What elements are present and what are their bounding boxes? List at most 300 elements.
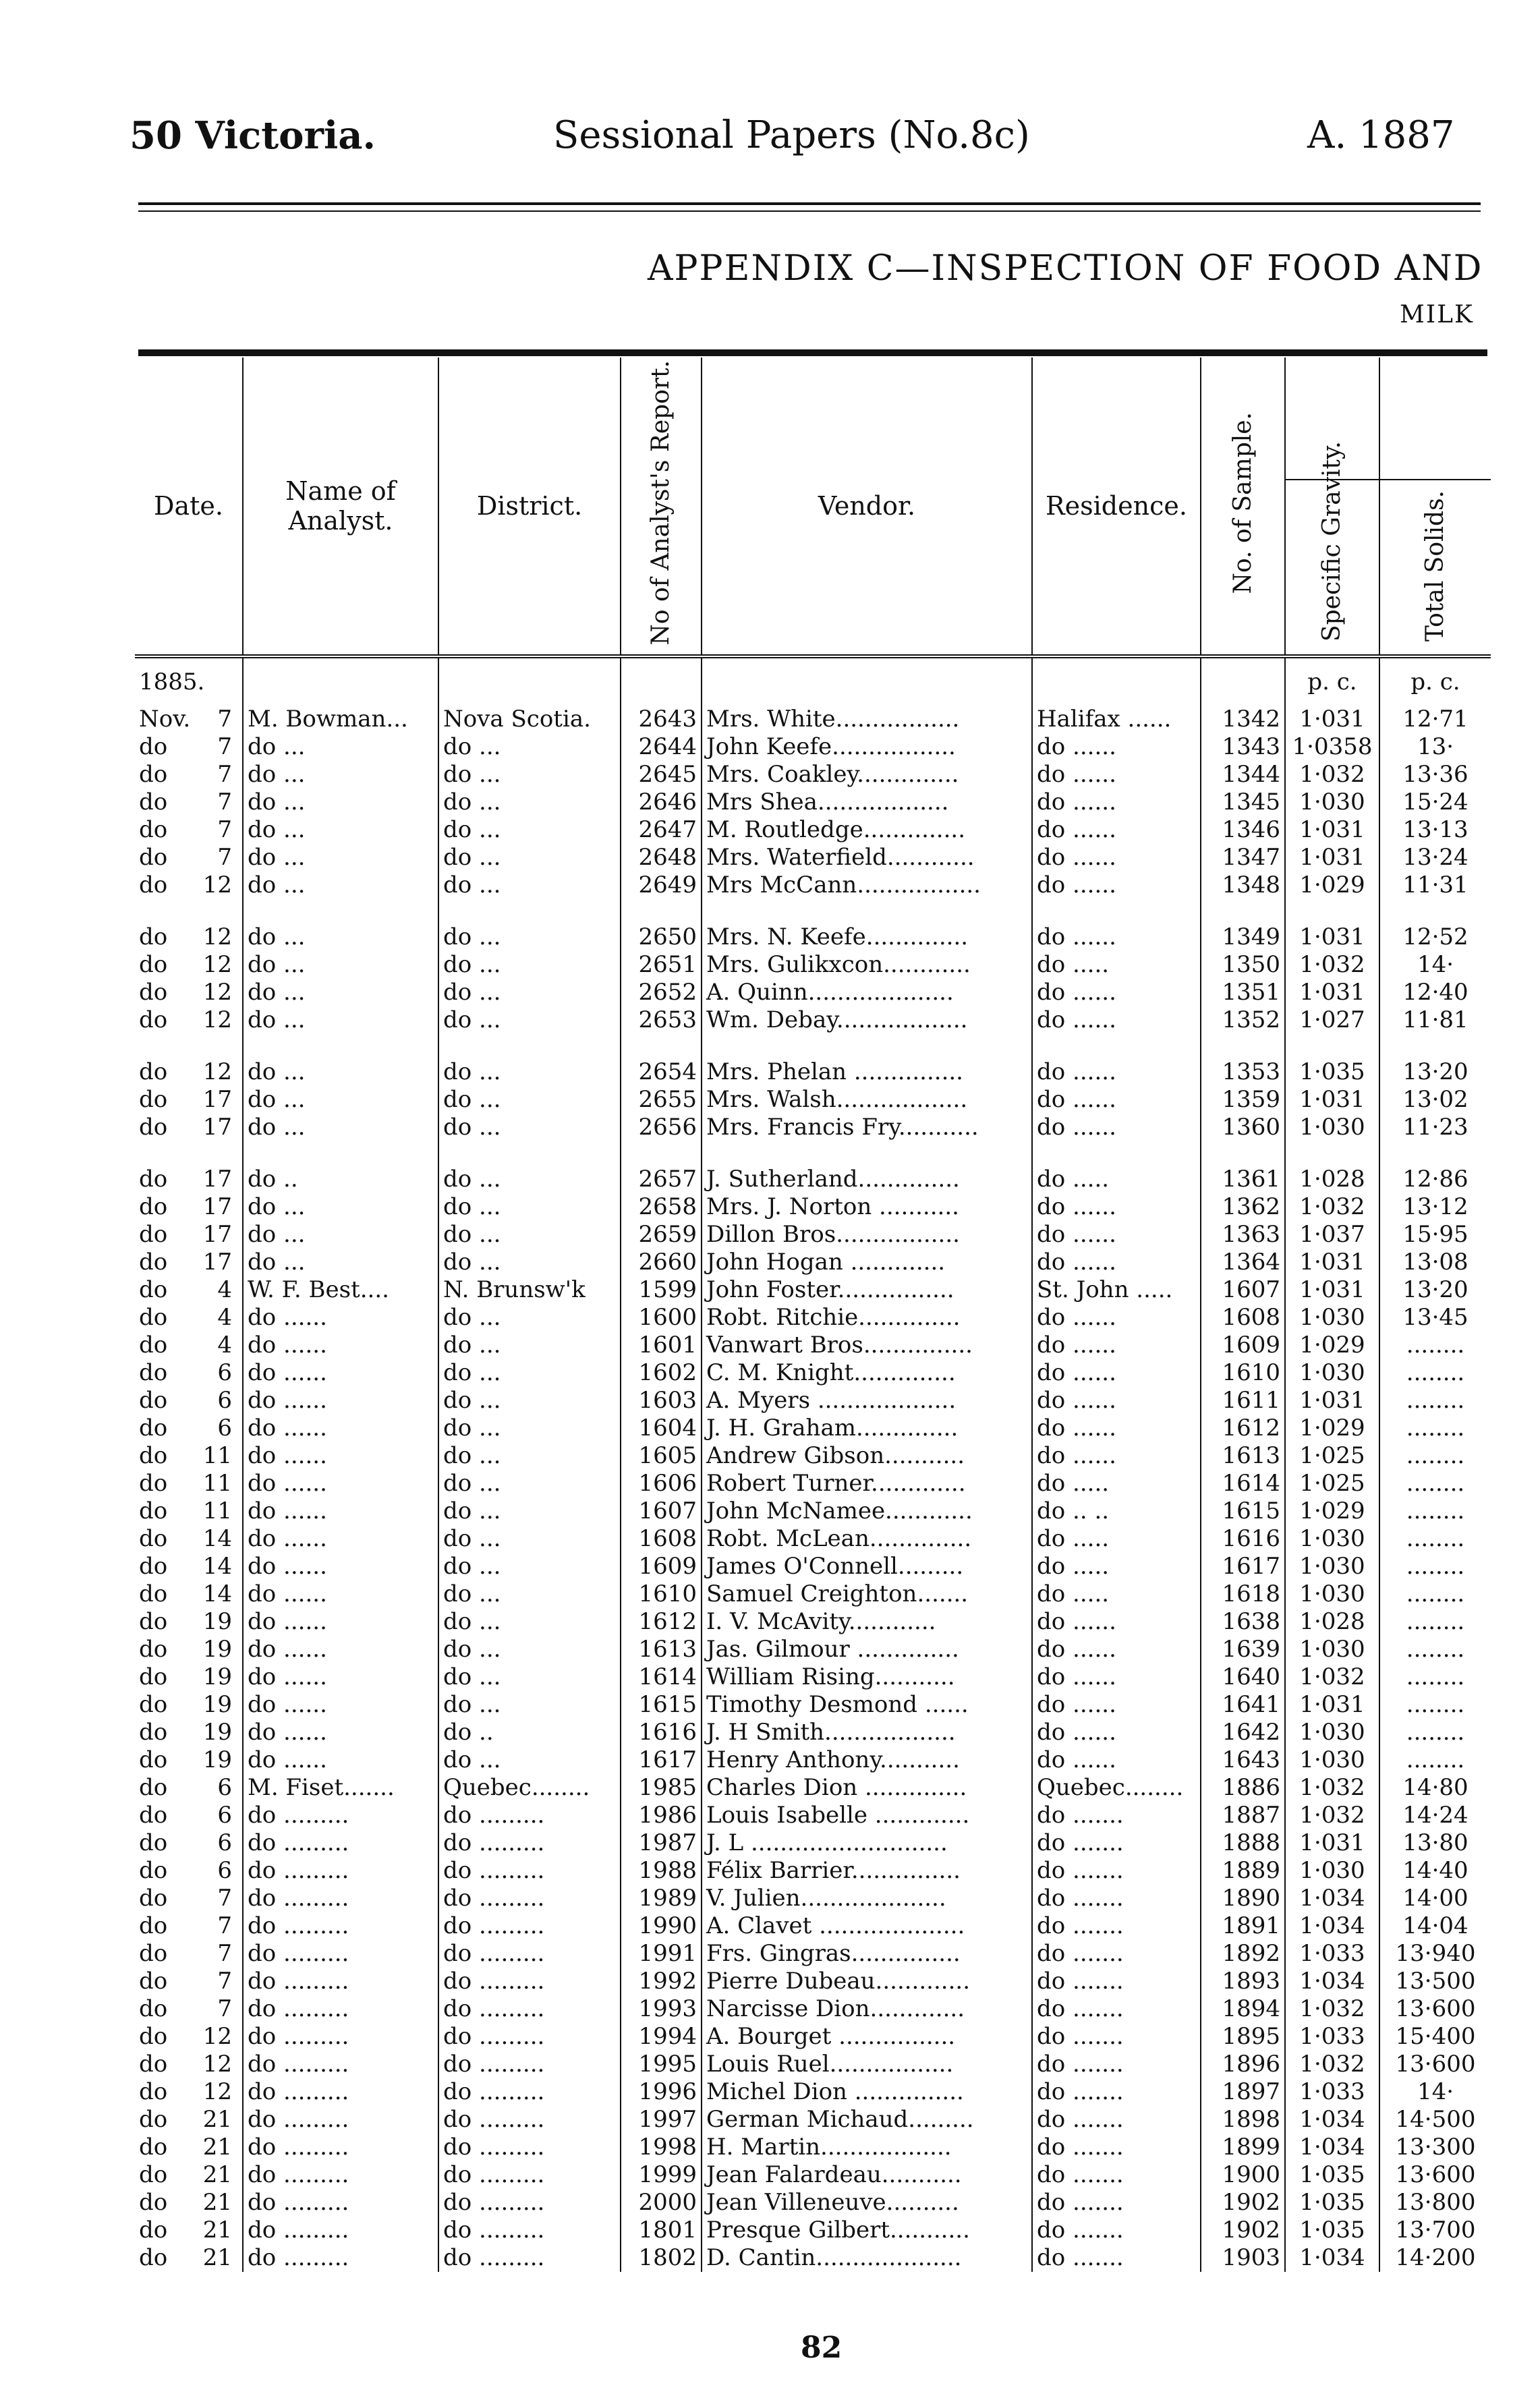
row-spacer [135,1141,1491,1166]
date-cell [135,1774,243,1802]
district-cell: do ... [438,1058,621,1086]
date-day: 7 [217,844,232,871]
analyst-cell: do ......... [243,2244,438,2272]
district-cell: do ... [438,1166,621,1193]
sample-cell: 1607 [1201,1276,1285,1304]
table-row [135,951,1491,979]
appendix-subtitle: MILK [1400,301,1474,329]
date-cell [135,2078,243,2106]
district-cell: do ......... [438,1885,621,1912]
date-month: do [139,1442,168,1469]
table-row [135,1885,1491,1912]
district-cell: do ... [438,923,621,951]
residence-cell: do ..... [1032,1166,1201,1193]
district-cell: do ......... [438,2023,621,2051]
specific-gravity-cell: 1·033 [1285,2078,1379,2106]
district-cell: do ... [438,761,621,789]
vendor-cell: Timothy Desmond ...... [702,1691,1032,1719]
total-solids-cell: 13·08 [1379,1249,1491,1276]
sample-cell: 1614 [1201,1470,1285,1497]
total-solids-cell: 13·940 [1379,1940,1491,1968]
analyst-cell: do ... [243,1058,438,1086]
table-row [135,1415,1491,1442]
col-specific-gravity [1285,358,1379,656]
vendor-cell: J. L ........................... [702,1829,1032,1857]
date-cell [135,844,243,872]
vendor-cell: Pierre Dubeau............. [702,1968,1032,1995]
total-solids-cell: 13·700 [1379,2217,1491,2244]
district-cell: do ... [438,1249,621,1276]
total-solids-cell: 13·800 [1379,2189,1491,2217]
residence-cell: do ....... [1032,2189,1201,2217]
vendor-cell: Samuel Creighton....... [702,1580,1032,1608]
analyst-cell: do ... [243,979,438,1006]
sg-unit: p. c. [1285,656,1379,706]
table-row [135,1774,1491,1802]
specific-gravity-cell: 1·030 [1285,1857,1379,1885]
date-day: 17 [202,1166,232,1193]
date-cell [135,1912,243,1940]
date-day: 7 [217,1912,232,1939]
report-cell: 1601 [621,1332,702,1359]
date-cell [135,1470,243,1497]
vendor-cell: Louis Ruel................. [702,2051,1032,2078]
date-day: 12 [202,2023,232,2050]
specific-gravity-cell: 1·032 [1285,1663,1379,1691]
residence-cell: do ..... [1032,1470,1201,1497]
vendor-cell: Narcisse Dion............. [702,1995,1032,2023]
residence-cell: do ...... [1032,1006,1201,1034]
vendor-cell: Mrs. Phelan ............... [702,1058,1032,1086]
sample-cell: 1612 [1201,1415,1285,1442]
analyst-cell: do ......... [243,1857,438,1885]
residence-cell: do ....... [1032,2078,1201,2106]
date-cell [135,1857,243,1885]
date-month: do [139,1774,168,1801]
total-solids-cell: 14·24 [1379,1802,1491,1829]
specific-gravity-cell: 1·030 [1285,1719,1379,1746]
date-month: do [139,1221,168,1248]
district-cell: do ......... [438,2217,621,2244]
total-solids-cell: ........ [1379,1525,1491,1553]
date-cell [135,1086,243,1114]
analyst-cell: do ......... [243,1885,438,1912]
date-cell [135,1940,243,1968]
date-month: do [139,1359,168,1386]
district-cell: do ......... [438,1940,621,1968]
district-cell: do ... [438,1221,621,1249]
date-month: do [139,1553,168,1580]
district-cell: Nova Scotia. [438,706,621,733]
specific-gravity-cell: 1·030 [1285,1580,1379,1608]
district-cell: do ... [438,733,621,761]
sample-cell: 1350 [1201,951,1285,979]
specific-gravity-cell: 1·030 [1285,1304,1379,1332]
specific-gravity-cell: 1·031 [1285,923,1379,951]
specific-gravity-cell: 1·033 [1285,1940,1379,1968]
date-month: do [139,816,168,843]
sample-cell: 1902 [1201,2217,1285,2244]
report-cell: 1998 [621,2134,702,2161]
col-analyst: Name of Analyst. [243,358,438,656]
vendor-cell: Vanwart Bros............... [702,1332,1032,1359]
date-cell [135,1663,243,1691]
year-label: 1885. [139,668,205,695]
date-cell [135,1885,243,1912]
specific-gravity-cell: 1·031 [1285,1276,1379,1304]
table-row [135,2078,1491,2106]
district-cell: do ... [438,1415,621,1442]
district-cell: do ... [438,1608,621,1636]
date-month: do [139,844,168,871]
specific-gravity-cell: 1·030 [1285,1525,1379,1553]
date-month: Nov. [139,706,191,733]
date-day: 6 [217,1857,232,1884]
analyst-cell: do ...... [243,1497,438,1525]
report-cell: 1614 [621,1663,702,1691]
vendor-cell: Mrs McCann................. [702,872,1032,899]
sample-cell: 1886 [1201,1774,1285,1802]
date-cell [135,1719,243,1746]
date-cell [135,1636,243,1663]
district-cell: do ... [438,951,621,979]
specific-gravity-cell: 1·034 [1285,2106,1379,2134]
report-cell: 2646 [621,789,702,816]
specific-gravity-cell: 1·035 [1285,1058,1379,1086]
total-solids-cell: ........ [1379,1470,1491,1497]
table-row [135,2023,1491,2051]
total-solids-cell: 14·04 [1379,1912,1491,1940]
residence-cell: do ...... [1032,1249,1201,1276]
district-cell: do ... [438,1580,621,1608]
table-row [135,1470,1491,1497]
table-row [135,706,1491,733]
total-solids-cell: 15·400 [1379,2023,1491,2051]
district-cell: do ......... [438,1995,621,2023]
sample-cell: 1342 [1201,706,1285,733]
total-solids-cell: 13·02 [1379,1086,1491,1114]
date-cell [135,1193,243,1221]
date-month: do [139,1857,168,1884]
date-month: do [139,2078,168,2105]
table-row [135,1580,1491,1608]
col-date: Date. [154,491,223,521]
report-cell: 1605 [621,1442,702,1470]
date-cell [135,706,243,733]
date-month: do [139,1691,168,1718]
total-solids-cell: 12·71 [1379,706,1491,733]
analyst-cell: do ... [243,789,438,816]
residence-cell: do ....... [1032,1885,1201,1912]
vendor-cell: A. Quinn.................... [702,979,1032,1006]
vendor-cell: Mrs. Walsh.................. [702,1086,1032,1114]
analyst-cell: do ...... [243,1663,438,1691]
date-month: do [139,1387,168,1414]
vendor-cell: Mrs. Francis Fry........... [702,1114,1032,1141]
district-cell: do ......... [438,2161,621,2189]
specific-gravity-cell: 1·035 [1285,2189,1379,2217]
residence-cell: do ...... [1032,1332,1201,1359]
sample-cell: 1902 [1201,2189,1285,2217]
residence-cell: do ....... [1032,2244,1201,2272]
total-solids-cell: ........ [1379,1359,1491,1387]
col-sg-label: Specific Gravity. [1318,440,1346,641]
specific-gravity-cell: 1·031 [1285,1691,1379,1719]
table-row [135,1249,1491,1276]
report-cell: 1988 [621,1857,702,1885]
district-cell: do ... [438,1086,621,1114]
running-header [0,113,1540,174]
sample-cell: 1640 [1201,1663,1285,1691]
total-solids-cell: 13· [1379,733,1491,761]
report-cell: 2652 [621,979,702,1006]
table-row [135,1497,1491,1525]
date-day: 6 [217,1415,232,1441]
date-day: 14 [202,1525,232,1552]
table-row [135,2161,1491,2189]
report-cell: 2654 [621,1058,702,1086]
report-cell: 1997 [621,2106,702,2134]
total-solids-cell: 11·23 [1379,1114,1491,1141]
vendor-cell: Mrs. J. Norton ........... [702,1193,1032,1221]
specific-gravity-cell: 1·029 [1285,1332,1379,1359]
date-month: do [139,1995,168,2022]
residence-cell: do ...... [1032,1691,1201,1719]
date-month: do [139,1193,168,1220]
sample-cell: 1896 [1201,2051,1285,2078]
sample-cell: 1889 [1201,1857,1285,1885]
specific-gravity-cell: 1·031 [1285,979,1379,1006]
district-cell: do ......... [438,1912,621,1940]
total-solids-cell: ........ [1379,1580,1491,1608]
date-month: do [139,1525,168,1552]
analyst-cell: M. Fiset....... [243,1774,438,1802]
residence-cell: do ...... [1032,1746,1201,1774]
table-row [135,1719,1491,1746]
table-row [135,1857,1491,1885]
vendor-cell: Jean Falardeau........... [702,2161,1032,2189]
total-solids-cell: ........ [1379,1746,1491,1774]
header-rule [138,202,1481,212]
analyst-cell: do ......... [243,1995,438,2023]
sample-cell: 1900 [1201,2161,1285,2189]
date-day: 21 [202,2134,232,2161]
table-row [135,2051,1491,2078]
residence-cell: do ...... [1032,979,1201,1006]
report-cell: 2649 [621,872,702,899]
sample-cell: 1639 [1201,1636,1285,1663]
specific-gravity-cell: 1·028 [1285,1608,1379,1636]
analyst-cell: M. Bowman... [243,706,438,733]
total-solids-cell: 12·40 [1379,979,1491,1006]
total-solids-cell: ........ [1379,1553,1491,1580]
analyst-cell: do ... [243,816,438,844]
residence-cell: do ....... [1032,1968,1201,1995]
sample-cell: 1894 [1201,1995,1285,2023]
vendor-cell: A. Bourget ................ [702,2023,1032,2051]
date-day: 6 [217,1802,232,1829]
district-cell: do ... [438,1636,621,1663]
col-residence: Residence. [1032,358,1201,656]
date-cell [135,1166,243,1193]
report-cell: 2658 [621,1193,702,1221]
date-cell [135,1359,243,1387]
report-cell: 1993 [621,1995,702,2023]
specific-gravity-cell: 1·035 [1285,2217,1379,2244]
residence-cell: do ....... [1032,1940,1201,1968]
specific-gravity-cell: 1·030 [1285,1636,1379,1663]
residence-cell: do ...... [1032,1221,1201,1249]
vendor-cell: D. Cantin.................... [702,2244,1032,2272]
date-cell [135,1249,243,1276]
total-solids-cell: 14·80 [1379,1774,1491,1802]
report-cell: 1612 [621,1608,702,1636]
specific-gravity-cell: 1·030 [1285,1746,1379,1774]
date-day: 11 [202,1497,232,1524]
specific-gravity-cell: 1·0358 [1285,733,1379,761]
total-solids-cell: 13·20 [1379,1058,1491,1086]
district-cell: do ......... [438,2106,621,2134]
vendor-cell: Mrs. N. Keefe.............. [702,923,1032,951]
report-cell: 1604 [621,1415,702,1442]
table-row [135,1995,1491,2023]
vendor-cell: Jas. Gilmour .............. [702,1636,1032,1663]
table-row [135,1802,1491,1829]
date-month: do [139,2189,168,2216]
date-month: do [139,1304,168,1331]
date-day: 19 [202,1663,232,1690]
specific-gravity-cell: 1·031 [1285,1387,1379,1415]
header-series: Sessional Papers (No.8c) [553,113,1030,157]
report-cell: 2656 [621,1114,702,1141]
date-month: do [139,1497,168,1524]
report-cell: 1985 [621,1774,702,1802]
date-month: do [139,761,168,788]
analyst-cell: do ...... [243,1442,438,1470]
date-cell [135,1058,243,1086]
vendor-cell: Presque Gilbert........... [702,2217,1032,2244]
table-row [135,733,1491,761]
district-cell: do ... [438,1442,621,1470]
specific-gravity-cell: 1·030 [1285,789,1379,816]
vendor-cell: I. V. McAvity............ [702,1608,1032,1636]
date-cell [135,1746,243,1774]
residence-cell: do ...... [1032,872,1201,899]
total-solids-cell: 13·500 [1379,1968,1491,1995]
date-month: do [139,1802,168,1829]
analyst-cell: do ......... [243,1912,438,1940]
sample-cell: 1613 [1201,1442,1285,1470]
date-cell [135,761,243,789]
analyst-cell: do ... [243,1193,438,1221]
report-cell: 2659 [621,1221,702,1249]
date-day: 19 [202,1608,232,1635]
sample-cell: 1345 [1201,789,1285,816]
total-solids-cell: ........ [1379,1663,1491,1691]
analyst-cell: do ... [243,1006,438,1034]
residence-cell: Halifax ...... [1032,706,1201,733]
sample-cell: 1887 [1201,1802,1285,1829]
vendor-cell: John Keefe................. [702,733,1032,761]
total-solids-cell: 13·600 [1379,2051,1491,2078]
date-day: 12 [202,979,232,1006]
appendix-title: APPENDIX C—INSPECTION OF FOOD AND [648,248,1483,289]
total-solids-cell: 13·12 [1379,1193,1491,1221]
table-row [135,2217,1491,2244]
date-month: do [139,923,168,950]
analyst-cell: do ...... [243,1415,438,1442]
date-day: 21 [202,2161,232,2188]
residence-cell: do .. .. [1032,1497,1201,1525]
date-month: do [139,1006,168,1033]
report-cell: 2660 [621,1249,702,1276]
date-day: 19 [202,1719,232,1746]
specific-gravity-cell: 1·032 [1285,951,1379,979]
date-cell [135,1553,243,1580]
date-day: 19 [202,1691,232,1718]
residence-cell: do ...... [1032,1442,1201,1470]
analyst-cell: do .. [243,1166,438,1193]
residence-cell: do ....... [1032,1857,1201,1885]
total-solids-cell: ........ [1379,1691,1491,1719]
date-cell [135,2051,243,2078]
specific-gravity-cell: 1·035 [1285,2161,1379,2189]
total-solids-cell: 13·36 [1379,761,1491,789]
date-day: 4 [217,1304,232,1331]
district-cell: do ... [438,1006,621,1034]
date-day: 12 [202,923,232,950]
date-cell [135,2106,243,2134]
residence-cell: do ...... [1032,1058,1201,1086]
report-cell: 1991 [621,1940,702,1968]
sample-cell: 1364 [1201,1249,1285,1276]
specific-gravity-cell: 1·034 [1285,1885,1379,1912]
analyst-cell: do ...... [243,1387,438,1415]
sample-cell: 1618 [1201,1580,1285,1608]
total-solids-cell: 13·300 [1379,2134,1491,2161]
analyst-cell: do ... [243,951,438,979]
sample-cell: 1362 [1201,1193,1285,1221]
col-ts-label: Total Solids. [1421,490,1450,641]
date-day: 11 [202,1470,232,1497]
vendor-cell: German Michaud......... [702,2106,1032,2134]
col-vendor: Vendor. [702,358,1032,656]
district-cell: do ......... [438,2189,621,2217]
specific-gravity-cell: 1·029 [1285,1497,1379,1525]
specific-gravity-cell: 1·031 [1285,1249,1379,1276]
residence-cell: do ...... [1032,761,1201,789]
vendor-cell: Robt. Ritchie.............. [702,1304,1032,1332]
date-month: do [139,789,168,816]
vendor-cell: J. H Smith.................. [702,1719,1032,1746]
header-year: A. 1887 [1307,113,1455,157]
district-cell: do ... [438,1553,621,1580]
specific-gravity-cell: 1·031 [1285,1086,1379,1114]
date-day: 7 [217,816,232,843]
residence-cell: do ...... [1032,1114,1201,1141]
sample-cell: 1611 [1201,1387,1285,1415]
report-cell: 1610 [621,1580,702,1608]
district-cell: do ......... [438,1802,621,1829]
date-month: do [139,1663,168,1690]
table-row [135,844,1491,872]
residence-cell: do ....... [1032,1829,1201,1857]
report-cell: 1608 [621,1525,702,1553]
report-cell: 1802 [621,2244,702,2272]
analyst-cell: do ......... [243,2217,438,2244]
residence-cell: do ....... [1032,2051,1201,2078]
district-cell: do ... [438,1470,621,1497]
